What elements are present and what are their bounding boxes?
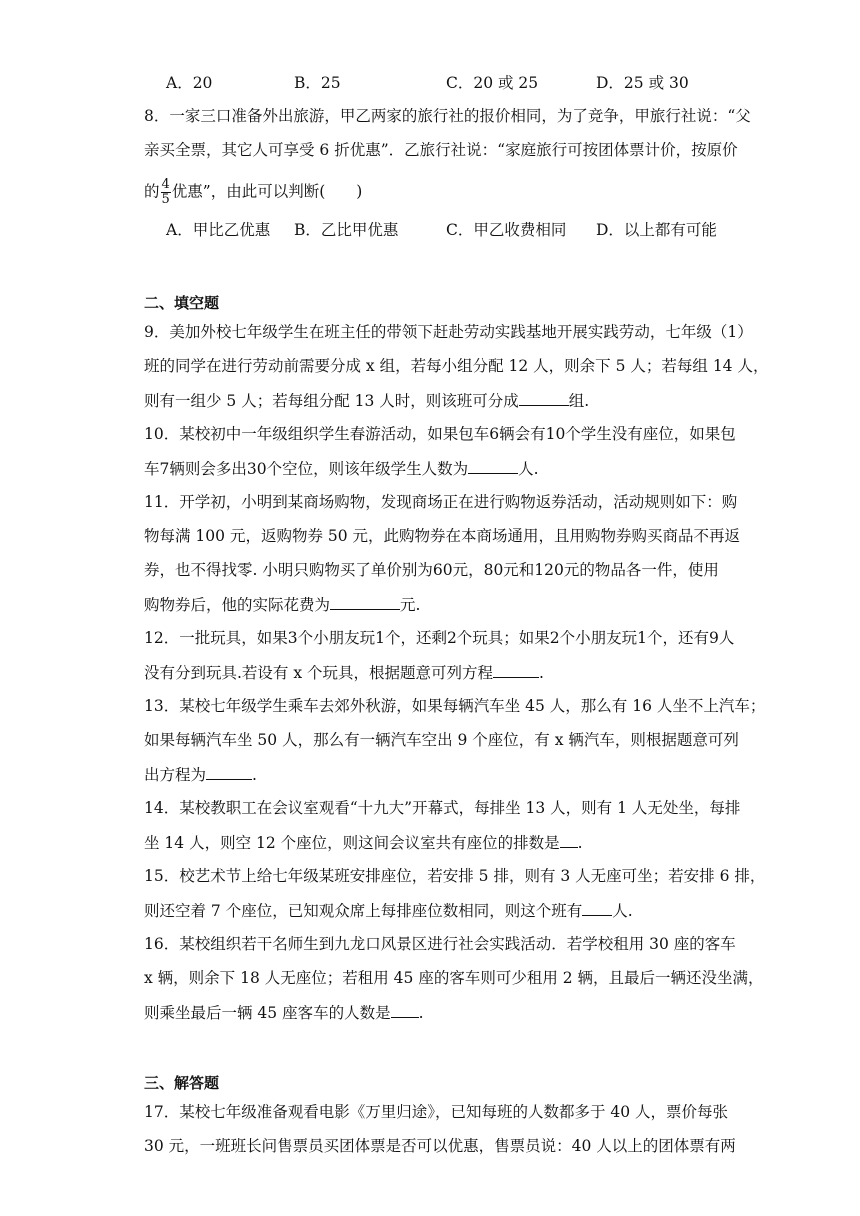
q14-line-2 [144,832,583,853]
q9-line-3 [144,390,589,411]
q9-line-2: 班的同学在进行劳动前需要分成 x 组，若每小组分配 12 人，则余下 5 人；若每组 14 人， [144,357,769,375]
q16-line-3-prefix: 则乘坐最后一辆 45 座客车的人数是 [144,1004,391,1022]
answer-blank[interactable] [391,1002,419,1018]
q13-line-1: 13．某校七年级学生乘车去郊外秋游，如果每辆汽车坐 45 人，那么有 16 人坐不上汽车； [144,697,766,715]
q16-line-3 [144,1002,424,1023]
q8-option-b: B．乙比甲优惠 [294,221,399,239]
q8-line-3 [144,178,362,207]
answer-blank[interactable] [519,390,569,406]
q9-line-3-suffix: 组. [568,392,590,410]
q13-line-3 [144,764,257,785]
q7-option-c: C．20 或 25 [446,74,539,92]
q15-line-1: 15．校艺术节上给七年级某班安排座位，若安排 5 排，则有 3 人无座可坐；若安排 6 排， [144,867,766,885]
q11-line-4-suffix: 元. [400,596,421,614]
q11-line-4 [144,594,420,615]
q8-line-3-suffix: 优惠”，由此可以判断( ) [171,182,363,201]
q11-line-3: 券，也不得找零. 小明只购物买了单价别为60元，80元和120元的物品各一件，使用 [144,561,719,579]
q13-line-3-suffix: . [252,766,257,784]
q9-line-1: 9．美加外校七年级学生在班主任的带领下赶赴劳动实践基地开展实践劳动，七年级（1） [144,323,753,341]
q12-line-1: 12．一批玩具，如果3个小朋友玩1个，还剩2个玩具；如果2个小朋友玩1个，还有9人 [144,629,735,647]
fraction-denominator: 5 [161,192,170,207]
q10-line-2 [144,458,539,479]
q7-option-a: A．20 [166,74,213,92]
q16-line-2: x 辆，则余下 18 人无座位；若租用 45 座的客车则可少租用 2 辆，且最后一辆还没坐满， [144,969,764,987]
answer-blank[interactable] [560,832,578,848]
section-title-fill-in: 二、填空题 [144,294,220,312]
answer-blank[interactable] [330,594,400,610]
q17-line-1: 17．某校七年级准备观看电影《万里归途》，已知每班的人数都多于 40 人，票价每张 [144,1103,729,1121]
q8-line-3-prefix: 的 [144,182,160,201]
q8-line-1: 8．一家三口准备外出旅游，甲乙两家的旅行社的报价相同，为了竞争，甲旅行社说：“父 [144,107,751,125]
q8-line-2: 亲买全票，其它人可享受 6 折优惠”．乙旅行社说：“家庭旅行可按团体票计价，按原价 [144,141,738,159]
answer-blank[interactable] [493,662,539,678]
q9-line-3-prefix: 则有一组少 5 人；若每组分配 13 人时，则该班可分成 [144,392,519,410]
q13-line-3-prefix: 出方程为 [144,766,207,784]
q14-line-2-suffix: . [577,834,583,852]
answer-blank[interactable] [468,458,518,474]
q14-line-1: 14．某校教职工在会议室观看“十九大”开幕式，每排坐 13 人，则有 1 人无处坐，每排 [144,799,741,817]
q7-option-b: B．25 [294,74,341,92]
q13-line-2: 如果每辆汽车坐 50 人，那么有一辆汽车空出 9 个座位，有 x 辆汽车，则根据题意可列 [144,731,739,749]
q15-line-2-prefix: 则还空着 7 个座位，已知观众席上每排座位数相同，则这个班有 [144,902,583,920]
q12-line-2-suffix: . [539,664,544,682]
q11-line-2: 物每满 100 元，返购物券 50 元，此购物券在本商场通用，且用购物券购买商品不再返 [144,527,741,545]
q10-line-1: 10．某校初中一年级组织学生春游活动，如果包车6辆会有10个学生没有座位，如果包 [144,425,736,443]
q8-option-c: C．甲乙收费相同 [446,221,567,239]
fraction-numerator: 4 [161,177,170,192]
answer-blank[interactable] [206,764,252,780]
q11-line-4-prefix: 购物券后，他的实际花费为 [144,596,331,614]
q8-option-a: A．甲比乙优惠 [166,221,271,239]
q15-line-2 [144,900,633,921]
q14-line-2-prefix: 坐 14 人，则空 12 个座位，则这间会议室共有座位的排数是 [144,834,560,852]
q12-line-2-prefix: 没有分到玩具.若设有 x 个玩具，根据题意可列方程 [144,664,494,682]
answer-blank[interactable] [582,900,612,916]
q16-line-1: 16．某校组织若干名师生到九龙口风景区进行社会实践活动．若学校租用 30 座的客车 [144,935,736,953]
q10-line-2-prefix: 车7辆则会多出30个空位，则该年级学生人数为 [144,460,469,478]
q8-option-d: D．以上都有可能 [596,221,717,239]
q12-line-2 [144,662,544,683]
q11-line-1: 11．开学初，小明到某商场购物，发现商场正在进行购物返券活动，活动规则如下：购 [144,493,738,511]
q15-line-2-suffix: 人. [612,902,633,920]
q16-line-3-suffix: . [418,1004,424,1022]
fraction [161,178,171,207]
section-title-solve: 三、解答题 [144,1074,220,1092]
q10-line-2-suffix: 人. [518,460,539,478]
q7-option-d: D．25 或 30 [596,74,689,92]
q17-line-2: 30 元，一班班长问售票员买团体票是否可以优惠，售票员说：40 人以上的团体票有两 [144,1137,736,1155]
